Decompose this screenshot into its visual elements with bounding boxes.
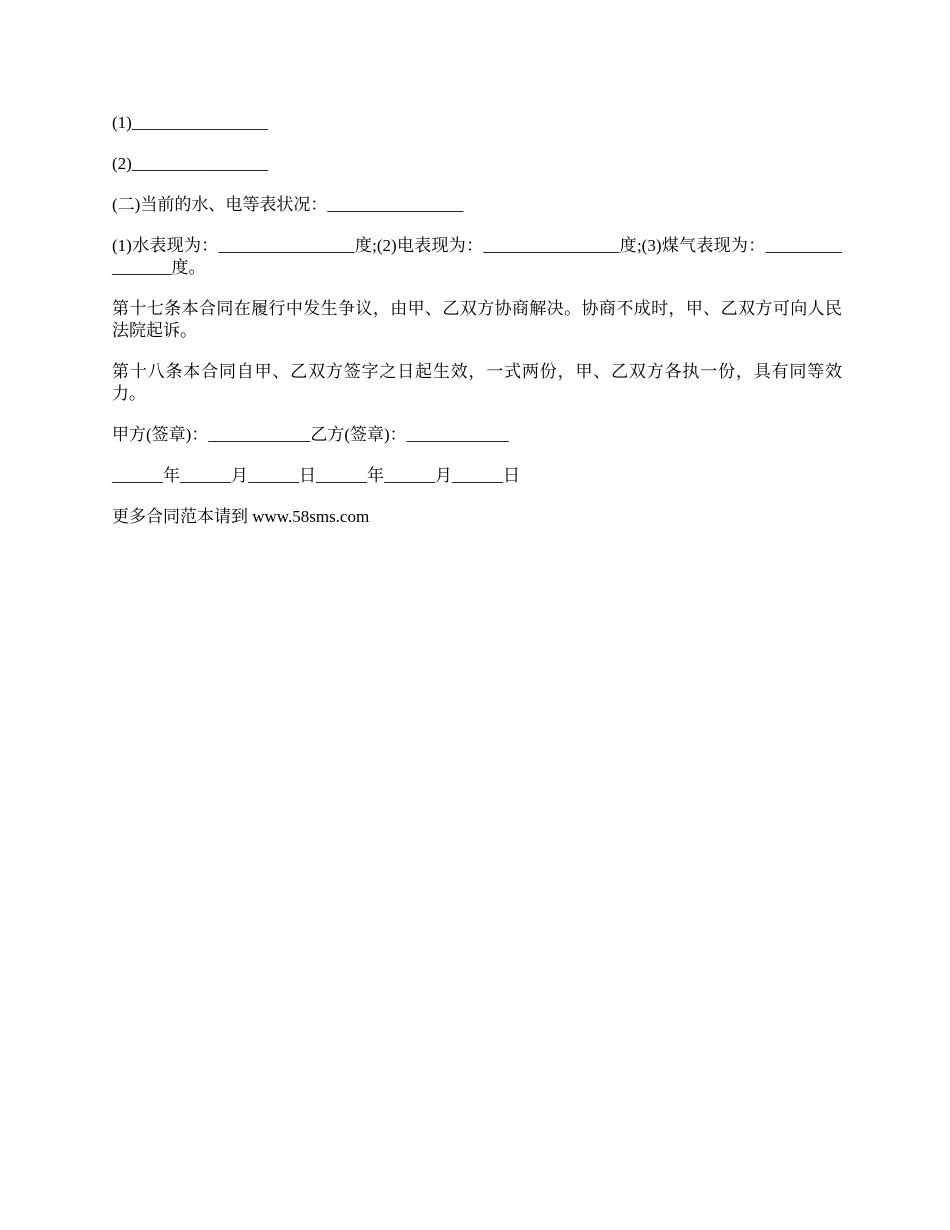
meter-status-heading: (二)当前的水、电等表状况：________________ [112,195,464,214]
meter-readings: (1)水表现为：________________度;(2)电表现为：________________度;(3)煤气表现为：________________度。 [112,236,842,277]
footer-note: 更多合同范本请到 www.58sms.com [112,507,370,526]
item-1-blank: (1)________________ [112,113,268,132]
item-2-blank: (2)________________ [112,154,268,173]
signature-line: 甲方(签章)：____________乙方(签章)：____________ [112,425,509,444]
article-17: 第十七条本合同在履行中发生争议，由甲、乙双方协商解决。协商不成时，甲、乙双方可向人民法院起诉。 [112,299,842,340]
article-18: 第十八条本合同自甲、乙双方签字之日起生效，一式两份，甲、乙双方各执一份，具有同等效力。 [112,362,842,403]
document-page [112,112,842,547]
date-line: ______年______月______日______年______月______日 [112,466,520,485]
